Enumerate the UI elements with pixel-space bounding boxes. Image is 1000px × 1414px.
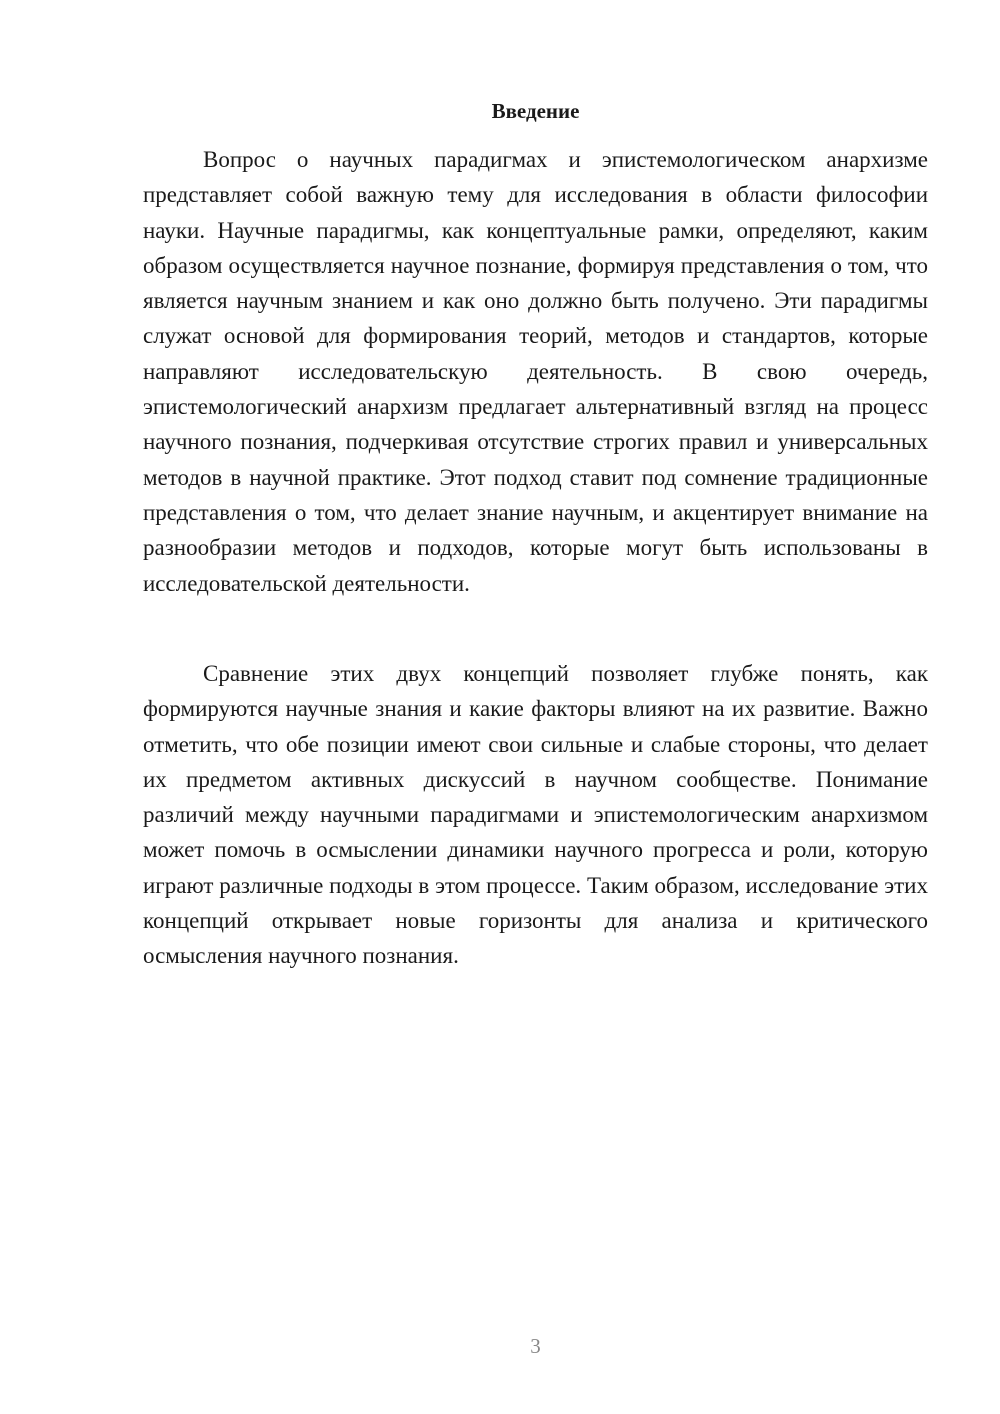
paragraph-2: Сравнение этих двух концепций позволяет глубже понять, как формируются научные знания и какие факторы влияют на их развитие. Важно отметить, что обе позиции имеют свои сильные и слабые стороны, что делает их предметом активных дискуссий в научном сообществе. Понимание различий между научными парадигмами и эпистемологическим анархизмом может помочь в осмыслении динамики научного прогресса и роли, которую играют различные подходы в этом процессе. Таким образом, исследование этих концепций открывает новые горизонты для анализа и критического осмысления научного познания. <box>143 661 928 969</box>
section-heading: Введение <box>491 99 580 123</box>
page-number: 3 <box>530 1334 541 1358</box>
paragraph-1: Вопрос о научных парадигмах и эпистемологическом анархизме представляет собой важную тему для исследования в области философии науки. Научные парадигмы, как концептуальные рамки, определяют, каким образом осуществляется научное познание, формируя представления о том, что является научным знанием и как оно должно быть получено. Эти парадигмы служат основой для формирования теорий, методов и стандартов, которые направляют исследовательскую деятельность. В свою очередь, эпистемологический анархизм предлагает альтернативный взгляд на процесс научного познания, подчеркивая отсутствие строгих правил и универсальных методов в научной практике. Этот подход ставит под сомнение традиционные представления о том, что делает знание научным, и акцентирует внимание на разнообразии методов и подходов, которые могут быть использованы в исследовательской деятельности. <box>143 147 928 596</box>
